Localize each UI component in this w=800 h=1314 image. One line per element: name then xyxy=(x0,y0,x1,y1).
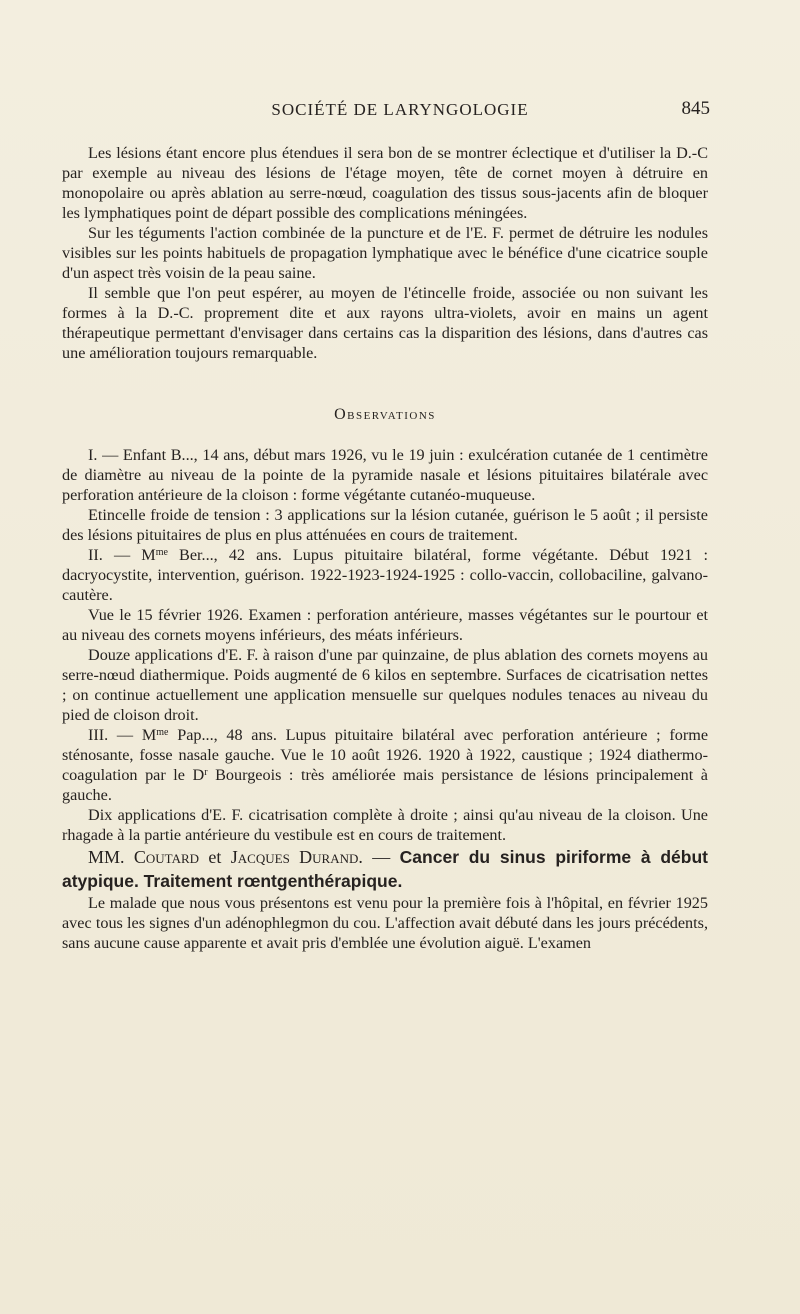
heading-dash: . — xyxy=(358,847,400,867)
obs-text: Pap..., 48 ans. Lupus pituitaire bilatéral avec perforation antérieure ; forme sténosante, fosse nasale gauche. Vue le 10 août 1926. 1920 à 1922, caustique ; 1924 diathermo-coagulation par le D xyxy=(62,726,708,784)
obs-sup: me xyxy=(156,727,169,738)
article-heading xyxy=(62,845,708,893)
paragraph: Il semble que l'on peut espérer, au moyen de l'étincelle froide, associée ou non suivant les formes à la D.-C. proprement dite et aux rayons ultra-violets, avoir en mains un agent thérapeutique permettant d'envisager dans certains cas la disparition des lésions, dans d'autres cas une amélioration toujours remarquable. xyxy=(62,284,708,362)
running-header xyxy=(90,98,710,122)
obs-text: Bourgeois : très améliorée mais persistance de lésions principalement à gauche. xyxy=(62,766,708,804)
author-2: Jacques Durand xyxy=(230,847,359,867)
page-body xyxy=(62,143,708,953)
observation-1: I. — Enfant B..., 14 ans, début mars 1926, vu le 19 juin : exulcération cutanée de 1 centimètre de diamètre au niveau de la pointe de la pyramide nasale et lésions pituitaires bilatérale avec perforation antérieure de la cloison : forme végétante cutanéo-muqueuse. xyxy=(62,446,708,504)
author-1: Coutard xyxy=(133,847,200,867)
article-paragraph: Le malade que nous vous présentons est venu pour la première fois à l'hôpital, en février 1925 avec tous les signes d'un adénophlegmon du cou. L'affection avait débuté dans les jours précédents, sans aucune cause apparente et avait pris d'emblée une évolution aiguë. L'examen xyxy=(62,894,708,952)
obs-text: III. — M xyxy=(88,726,157,744)
section-title-observations: Observations xyxy=(334,406,436,423)
paragraph: Etincelle froide de tension : 3 applications sur la lésion cutanée, guérison le 5 août ; il persiste des lésions pituitaires de plus en plus atténuées en cours de traitement. xyxy=(62,506,708,544)
obs-sup: r xyxy=(204,767,208,778)
page-number: 845 xyxy=(681,98,710,119)
observation-2 xyxy=(62,545,708,605)
paragraph: Douze applications d'E. F. à raison d'une par quinzaine, de plus ablation des cornets moyens au serre-nœud diathermique. Poids augmenté de 6 kilos en septembre. Surfaces de cicatrisation nettes ; on continue actuellement une application mensuelle sur quelques nodules tenaces au niveau du pied de cloison droit. xyxy=(62,646,708,724)
article-title: Cancer du sinus piriforme à début atypique. Traitement rœntgenthérapique. xyxy=(62,847,709,891)
obs-text: Ber..., 42 ans. Lupus pituitaire bilatéral, forme végétante. Début 1921 : dacryocystite, intervention, guérison. 1922-1923-1924-1925 : collo-vaccin, collobaciline, galvano-cautère. xyxy=(62,546,708,604)
obs-sup: me xyxy=(155,547,168,558)
observation-3 xyxy=(62,725,708,805)
running-title: SOCIÉTÉ DE LARYNGOLOGIE xyxy=(271,100,529,119)
obs-text: II. — M xyxy=(88,546,156,564)
author-join: et xyxy=(199,847,231,867)
paragraph: Les lésions étant encore plus étendues il sera bon de se montrer éclectique et d'utiliser la D.-C par exemple au niveau des lésions de l'étage moyen, tête de cornet moyen à détruire en monopolaire ou après ablation au serre-nœud, coagulation des tissus sous-jacents afin de bloquer les lymphatiques point de départ possible des complications méningées. xyxy=(62,144,708,222)
authors-prefix: MM. xyxy=(88,847,134,867)
paragraph: Dix applications d'E. F. cicatrisation complète à droite ; ainsi qu'au niveau de la cloison. Une rhagade à la partie antérieure du vestibule est en cours de traitement. xyxy=(62,806,708,844)
paragraph: Vue le 15 février 1926. Examen : perforation antérieure, masses végétantes sur le pourtour et au niveau des cornets moyens inférieurs, des méats inférieurs. xyxy=(62,606,708,644)
paragraph: Sur les téguments l'action combinée de la puncture et de l'E. F. permet de détruire les nodules visibles sur les points habituels de propagation lymphatique avec le bénéfice d'une cicatrice souple d'un aspect très voisin de la peau saine. xyxy=(62,224,708,282)
